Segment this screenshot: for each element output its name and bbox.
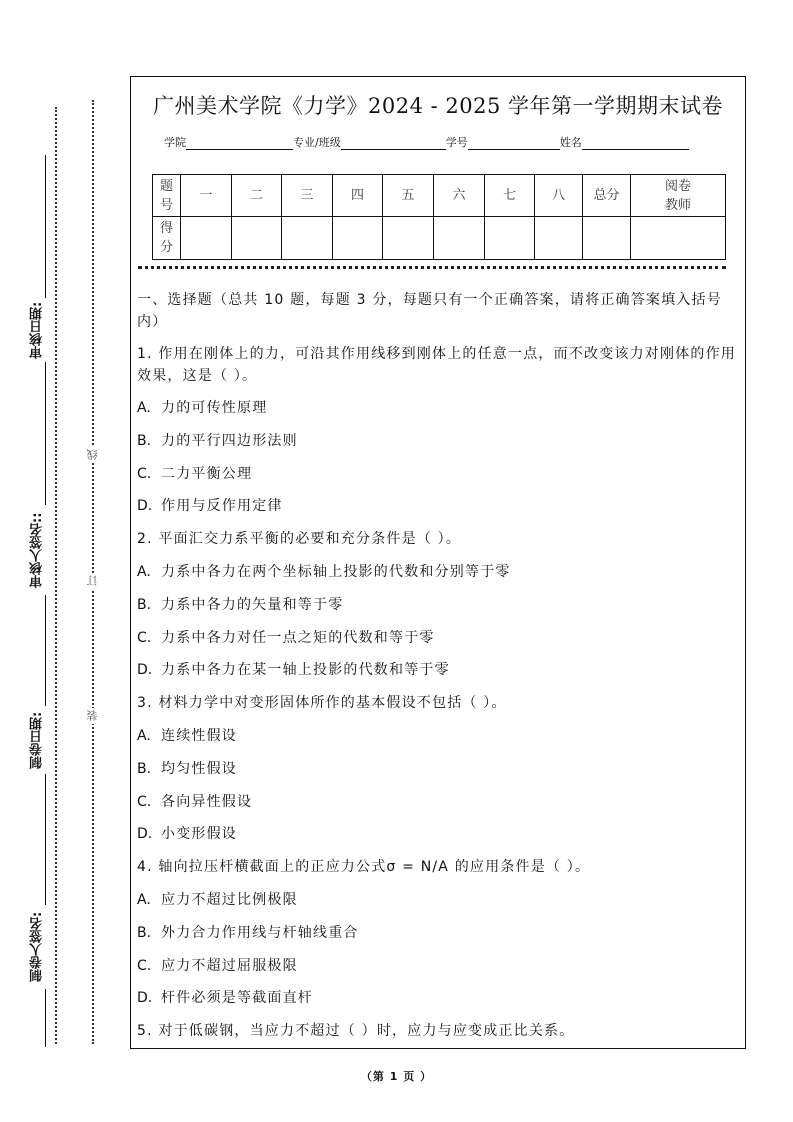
college-label: 学院 bbox=[164, 136, 186, 149]
score-cell-2[interactable] bbox=[232, 217, 282, 260]
question-3-option-a: A. 连续性假设 bbox=[137, 727, 237, 744]
score-cell-6[interactable] bbox=[434, 217, 485, 260]
bind-mark-bind: 装 bbox=[86, 708, 102, 724]
column-3: 三 bbox=[282, 175, 333, 217]
column-1: 一 bbox=[181, 175, 232, 217]
preparer-signature-label: 制卷人签名: bbox=[28, 905, 48, 989]
bind-mark-line: 线 bbox=[86, 447, 102, 463]
column-2: 二 bbox=[232, 175, 282, 217]
section-heading: 一、选择题（总共 10 题，每题 3 分，每题只有一个正确答案，请将正确答案填入括号内） bbox=[137, 292, 722, 330]
score-table bbox=[152, 174, 726, 260]
question-4-option-a: A. 应力不超过比例极限 bbox=[137, 891, 298, 908]
question-2-option-a: A. 力系中各力在两个坐标轴上投影的代数和分别等于零 bbox=[137, 563, 511, 580]
question-number-header: 题 号 bbox=[153, 175, 181, 217]
question-3-option-c: C. 各向异性假设 bbox=[137, 793, 253, 810]
question-1-option-a: A. 力的可传性原理 bbox=[137, 400, 268, 416]
dotted-separator bbox=[138, 266, 726, 269]
question-1-stem: 1. 作用在刚体上的力，可沿其作用线移到刚体上的任意一点，而不改变该力对刚体的作用效果，这是（ ）。 bbox=[137, 346, 737, 384]
question-5-stem: 5. 对于低碳钢，当应力不超过（ ）时，应力与应变成正比关系。 bbox=[137, 1023, 575, 1040]
question-4-stem: 4. 轴向拉压杆横截面上的正应力公式σ = N/A 的应用条件是（ ）。 bbox=[137, 859, 591, 876]
score-cell-3[interactable] bbox=[282, 217, 333, 260]
bind-mark-staple: 订 bbox=[86, 573, 102, 589]
outer-cut-line bbox=[92, 100, 94, 1044]
score-cell-5[interactable] bbox=[383, 217, 434, 260]
exam-title: 广州美术学院《力学》2024 - 2025 学年第一学期期末试卷 bbox=[152, 94, 723, 118]
question-4-option-d: D. 杆件必须是等截面直杆 bbox=[137, 990, 313, 1007]
question-3-stem: 3. 材料力学中对变形固体所作的基本假设不包括（ ）。 bbox=[137, 695, 507, 712]
inner-dotted-line bbox=[55, 107, 57, 1044]
question-3-option-b: B. 均匀性假设 bbox=[137, 760, 237, 777]
exam-frame bbox=[130, 76, 746, 1049]
column-grader: 阅卷 教师 bbox=[631, 175, 726, 217]
review-date-label: 审核日期: bbox=[28, 298, 48, 362]
score-cell-8[interactable] bbox=[535, 217, 583, 260]
score-cell-1[interactable] bbox=[181, 217, 232, 260]
page-number: （第 1 页 ） bbox=[360, 1070, 433, 1083]
column-7: 七 bbox=[485, 175, 535, 217]
question-2-stem: 2. 平面汇交力系平衡的必要和充分条件是（ ）。 bbox=[137, 531, 462, 548]
question-1-option-d: D. 作用与反作用定律 bbox=[137, 498, 283, 515]
student-id-label: 学号 bbox=[445, 136, 468, 149]
column-6: 六 bbox=[434, 175, 485, 217]
question-2-option-d: D. 力系中各力在某一轴上投影的代数和等于零 bbox=[137, 662, 450, 679]
question-1-option-c: C. 二力平衡公理 bbox=[137, 465, 253, 482]
prepare-date-label: 制卷日期: bbox=[28, 706, 48, 774]
college-field[interactable] bbox=[186, 136, 293, 150]
question-2-option-b: B. 力系中各力的矢量和等于零 bbox=[137, 596, 344, 613]
question-4-option-b: B. 外力合力作用线与杆轴线重合 bbox=[137, 924, 359, 941]
major-class-label: 专业/班级 bbox=[293, 136, 341, 149]
score-cell-grader[interactable] bbox=[631, 217, 726, 260]
score-cell-7[interactable] bbox=[485, 217, 535, 260]
score-cell-4[interactable] bbox=[333, 217, 383, 260]
question-4-option-c: C. 应力不超过屈服极限 bbox=[137, 957, 298, 974]
score-cell-total[interactable] bbox=[583, 217, 631, 260]
name-label: 姓名 bbox=[559, 136, 582, 149]
student-id-field[interactable] bbox=[468, 136, 560, 150]
question-number-row bbox=[153, 175, 726, 217]
score-row bbox=[153, 217, 726, 260]
column-4: 四 bbox=[333, 175, 383, 217]
question-3-option-d: D. 小变形假设 bbox=[137, 826, 237, 843]
column-5: 五 bbox=[383, 175, 434, 217]
question-2-option-c: C. 力系中各力对任一点之矩的代数和等于零 bbox=[137, 629, 435, 646]
score-header: 得 分 bbox=[153, 217, 181, 260]
reviewer-signature-label: 审核人签名:: bbox=[28, 505, 48, 595]
question-content bbox=[137, 289, 743, 1053]
column-total: 总分 bbox=[583, 175, 631, 217]
name-field[interactable] bbox=[582, 136, 689, 150]
column-8: 八 bbox=[535, 175, 583, 217]
major-class-field[interactable] bbox=[341, 136, 446, 150]
student-info-row bbox=[164, 132, 689, 150]
question-1-option-b: B. 力的平行四边形法则 bbox=[137, 432, 298, 449]
